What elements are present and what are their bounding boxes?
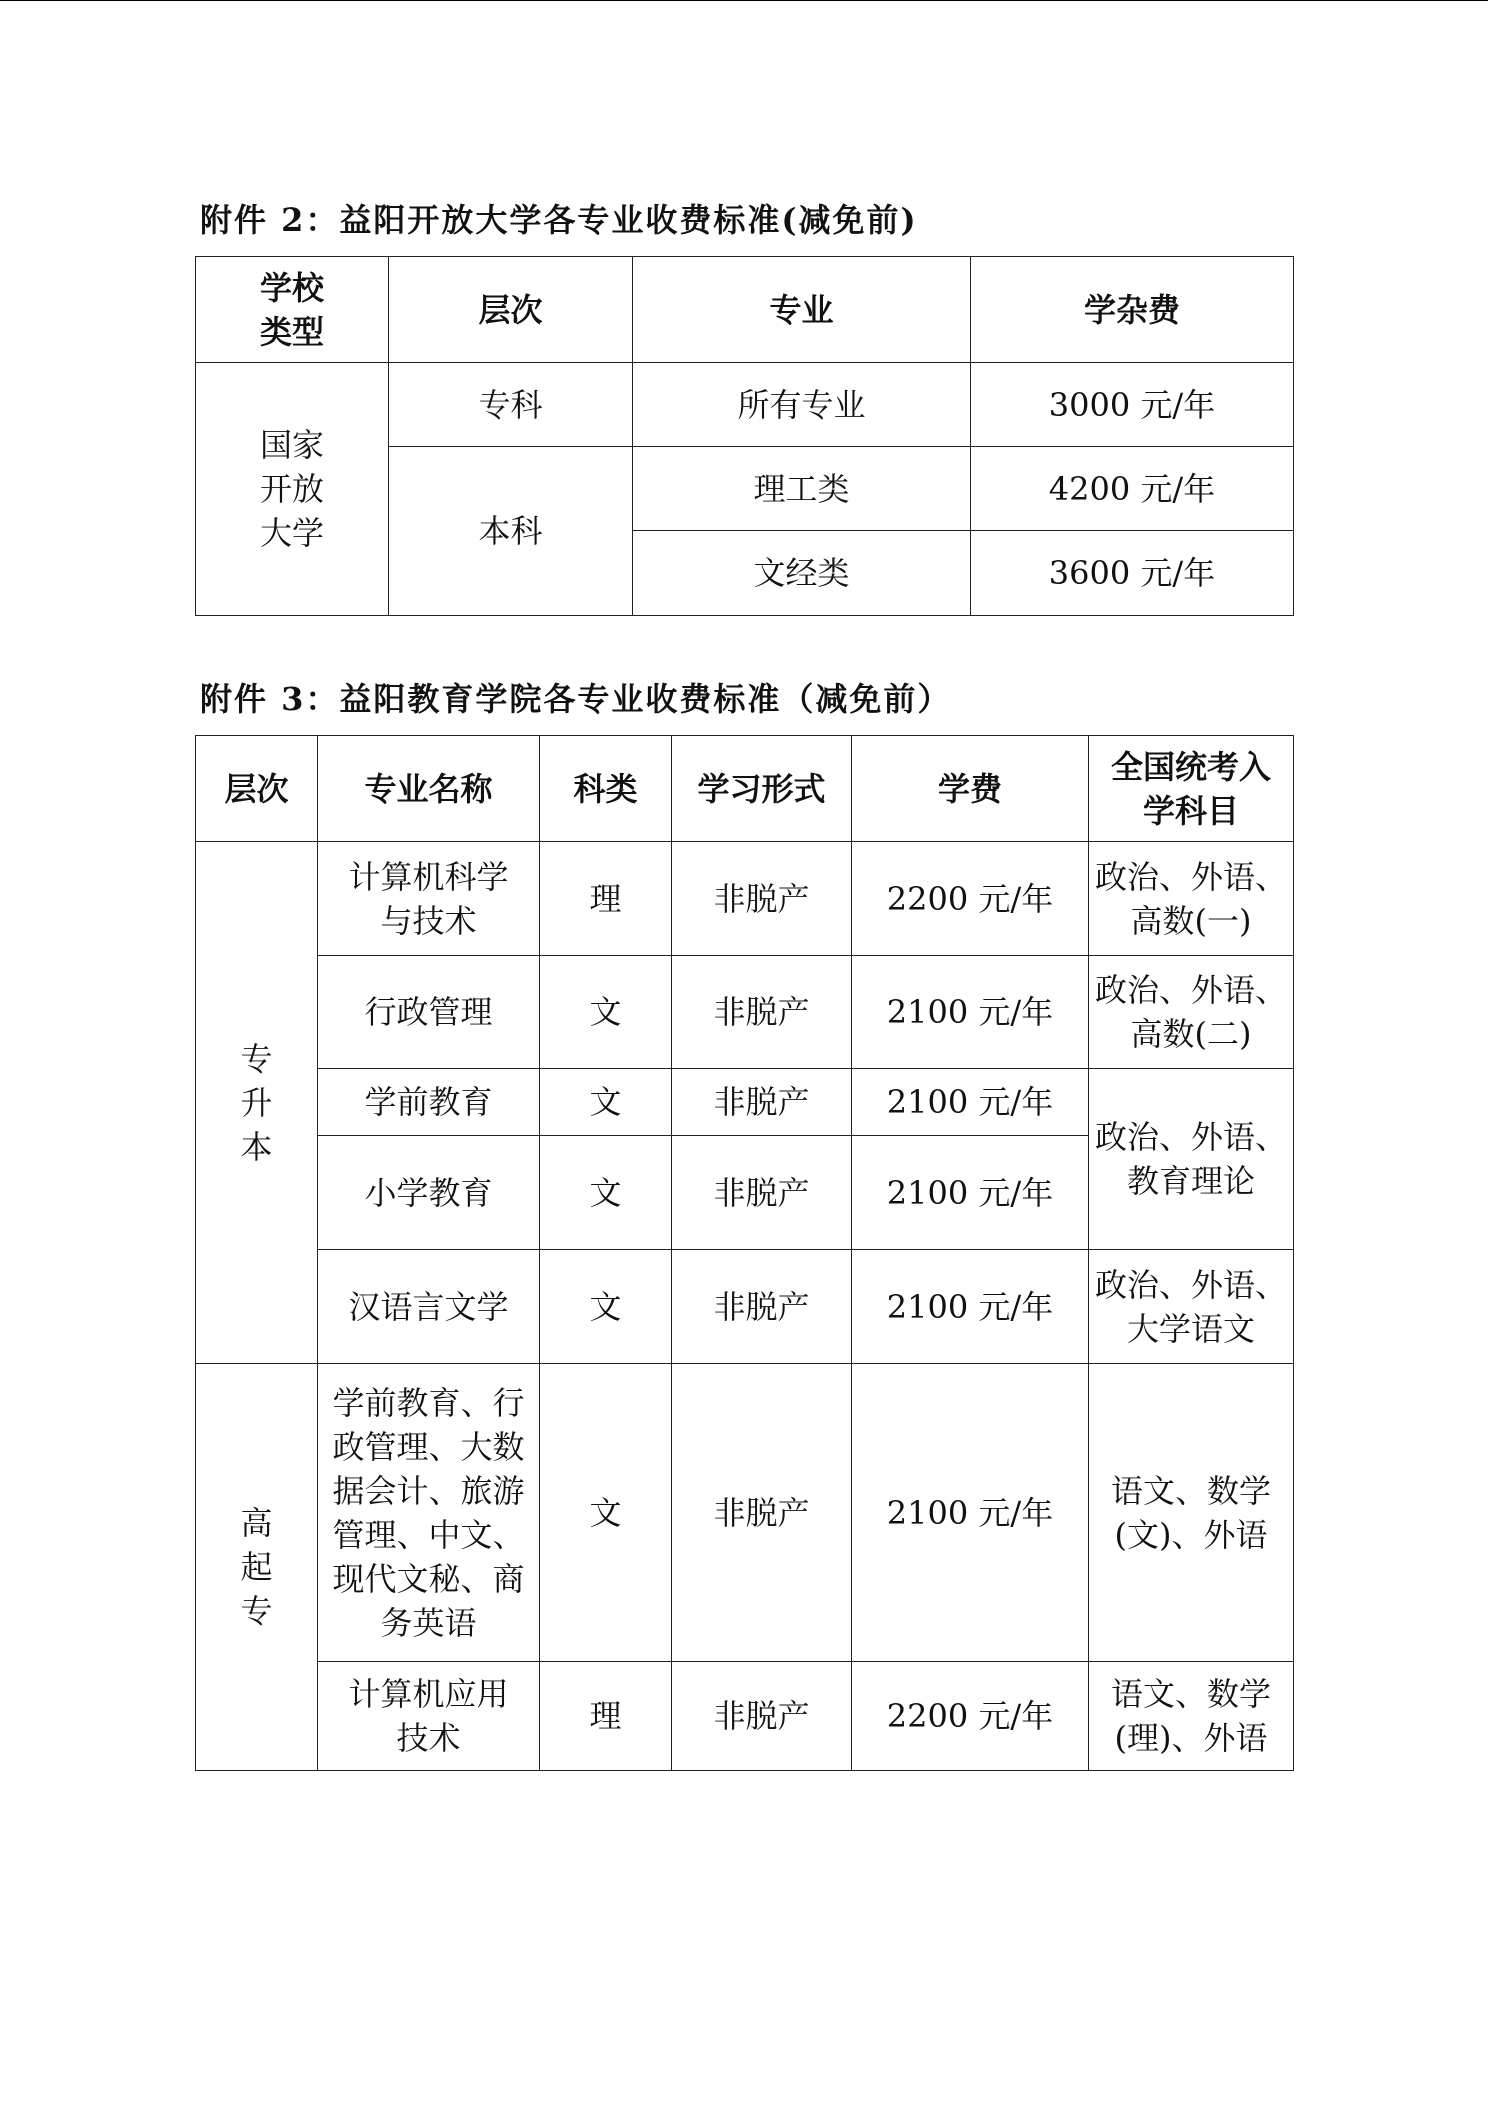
major-cell: 文经类 bbox=[633, 531, 971, 616]
exam-cell: 政治、外语、 大学语文 bbox=[1089, 1250, 1294, 1364]
category-cell: 文 bbox=[540, 1364, 672, 1662]
header-major-name: 专业名称 bbox=[318, 736, 540, 842]
fee-cell: 2100 元/年 bbox=[852, 1069, 1089, 1136]
table-row bbox=[196, 842, 1294, 956]
header-tuition: 学费 bbox=[852, 736, 1089, 842]
fee-cell: 2100 元/年 bbox=[852, 1136, 1089, 1250]
header-level: 层次 bbox=[196, 736, 318, 842]
table-row bbox=[196, 1364, 1294, 1662]
level-cell: 本科 bbox=[389, 447, 633, 616]
header-level: 层次 bbox=[389, 257, 633, 363]
category-cell: 理 bbox=[540, 842, 672, 956]
table-row bbox=[196, 1250, 1294, 1364]
major-cell: 小学教育 bbox=[318, 1136, 540, 1250]
attachment2-title: 附件 2：益阳开放大学各专业收费标准(减免前) bbox=[200, 201, 918, 239]
exam-cell: 语文、数学 (文)、外语 bbox=[1089, 1364, 1294, 1662]
header-exam-subjects: 全国统考入 学科目 bbox=[1089, 736, 1294, 842]
form-cell: 非脱产 bbox=[672, 1069, 852, 1136]
form-cell: 非脱产 bbox=[672, 956, 852, 1069]
table-header-row bbox=[196, 736, 1294, 842]
fee-cell: 2200 元/年 bbox=[852, 1662, 1089, 1771]
form-cell: 非脱产 bbox=[672, 1662, 852, 1771]
fee-cell: 2100 元/年 bbox=[852, 1250, 1089, 1364]
major-cell: 学前教育、行 政管理、大数 据会计、旅游 管理、中文、 现代文秘、商 务英语 bbox=[318, 1364, 540, 1662]
school-type-cell: 国家 开放 大学 bbox=[196, 363, 389, 616]
header-school-type: 学校 类型 bbox=[196, 257, 389, 363]
header-category: 科类 bbox=[540, 736, 672, 842]
fee-cell: 3600 元/年 bbox=[971, 531, 1294, 616]
major-cell: 所有专业 bbox=[633, 363, 971, 447]
header-fee: 学杂费 bbox=[971, 257, 1294, 363]
major-cell: 理工类 bbox=[633, 447, 971, 531]
header-study-form: 学习形式 bbox=[672, 736, 852, 842]
fee-cell: 4200 元/年 bbox=[971, 447, 1294, 531]
category-cell: 文 bbox=[540, 1136, 672, 1250]
category-cell: 文 bbox=[540, 956, 672, 1069]
level-cell: 专科 bbox=[389, 363, 633, 447]
attachment3-fee-table bbox=[195, 735, 1294, 1771]
level-cell: 高 起 专 bbox=[196, 1364, 318, 1771]
major-cell: 学前教育 bbox=[318, 1069, 540, 1136]
table-row bbox=[196, 956, 1294, 1069]
fee-cell: 2200 元/年 bbox=[852, 842, 1089, 956]
category-cell: 文 bbox=[540, 1250, 672, 1364]
table-row bbox=[196, 1069, 1294, 1136]
form-cell: 非脱产 bbox=[672, 842, 852, 956]
fee-cell: 2100 元/年 bbox=[852, 1364, 1089, 1662]
form-cell: 非脱产 bbox=[672, 1136, 852, 1250]
table-header-row bbox=[196, 257, 1294, 363]
exam-cell: 语文、数学 (理)、外语 bbox=[1089, 1662, 1294, 1771]
form-cell: 非脱产 bbox=[672, 1364, 852, 1662]
form-cell: 非脱产 bbox=[672, 1250, 852, 1364]
attachment3-title: 附件 3：益阳教育学院各专业收费标准（减免前） bbox=[200, 680, 952, 718]
major-cell: 计算机应用 技术 bbox=[318, 1662, 540, 1771]
major-cell: 行政管理 bbox=[318, 956, 540, 1069]
table-row bbox=[196, 1662, 1294, 1771]
fee-cell: 3000 元/年 bbox=[971, 363, 1294, 447]
major-cell: 汉语言文学 bbox=[318, 1250, 540, 1364]
major-cell: 计算机科学 与技术 bbox=[318, 842, 540, 956]
header-major: 专业 bbox=[633, 257, 971, 363]
fee-cell: 2100 元/年 bbox=[852, 956, 1089, 1069]
exam-cell: 政治、外语、 教育理论 bbox=[1089, 1069, 1294, 1250]
exam-cell: 政治、外语、 高数(二) bbox=[1089, 956, 1294, 1069]
category-cell: 文 bbox=[540, 1069, 672, 1136]
level-cell: 专 升 本 bbox=[196, 842, 318, 1364]
exam-cell: 政治、外语、 高数(一) bbox=[1089, 842, 1294, 956]
category-cell: 理 bbox=[540, 1662, 672, 1771]
table-row bbox=[196, 363, 1294, 447]
attachment2-fee-table bbox=[195, 256, 1294, 616]
